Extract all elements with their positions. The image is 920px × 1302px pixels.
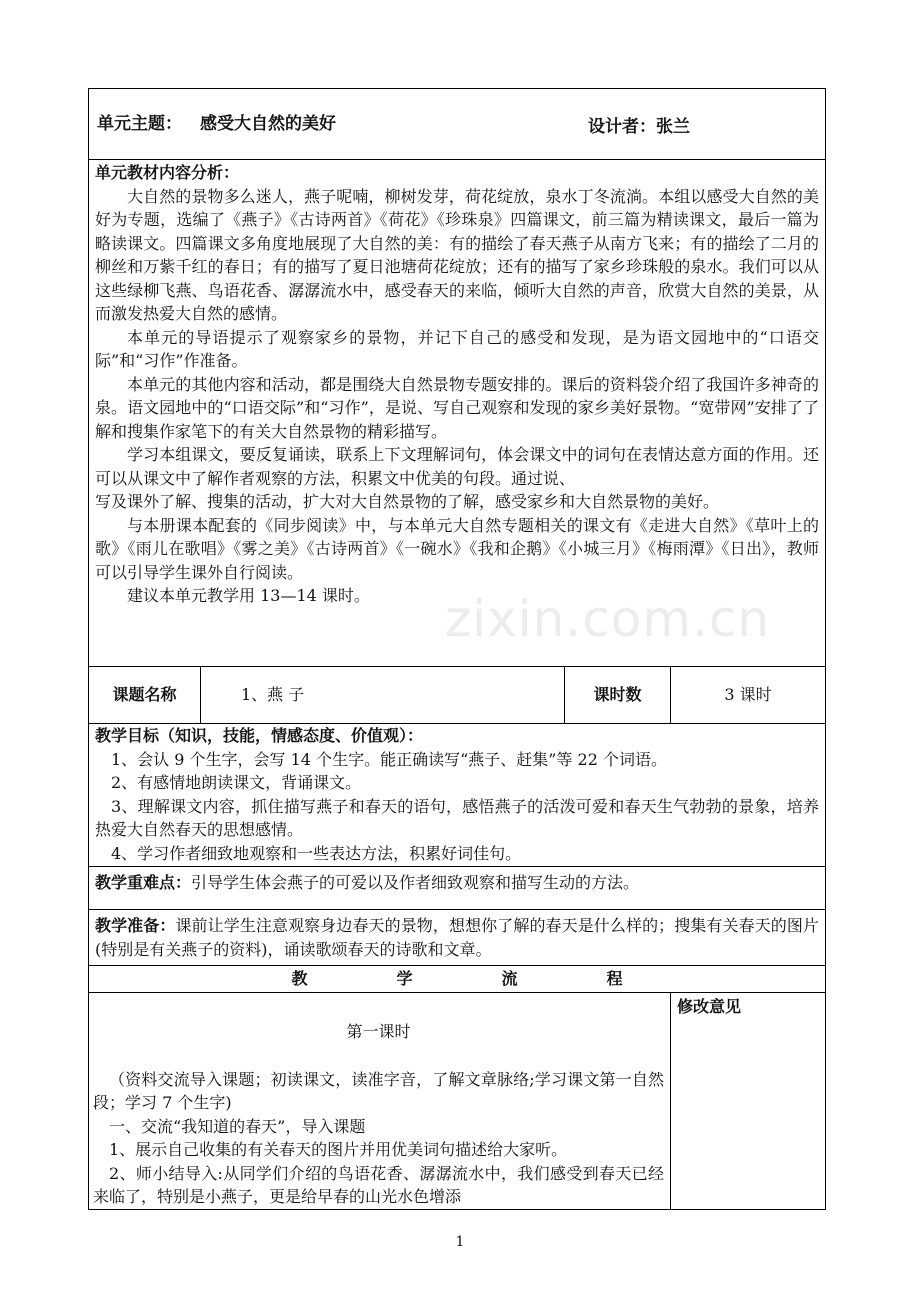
flow-char: 流 <box>501 969 518 989</box>
analysis-paragraph: 与本册课本配套的《同步阅读》中，与本单元大自然专题相关的课文有《走进大自然》《草叶上的歌》《雨儿在歌唱》《雾之美》《古诗两首》《一碗水》《我和企鹅》《小城三月》《梅雨潭》《日出》，教师可以引导学生课外自行阅读。 <box>95 515 819 582</box>
lesson-plan-sheet <box>88 88 825 1210</box>
flow-char: 教 <box>291 969 308 989</box>
goals-title: 教学目标（知识，技能，情感态度、价值观）： <box>95 726 424 745</box>
goal-item: 2、有感情地朗读课文，背诵课文。 <box>111 773 362 792</box>
flow-content-row <box>89 993 826 1210</box>
key-points-row <box>89 867 826 910</box>
unit-theme-value: 感受大自然的美好 <box>200 113 336 134</box>
analysis-title: 单元教材内容分析： <box>95 163 240 182</box>
key-points-text: 引导学生体会燕子的可爱以及作者细致观察和描写生动的方法。 <box>191 873 640 892</box>
goal-item: 4、学习作者细致地观察和一些表达方法，积累好词佳句。 <box>111 843 522 863</box>
goals-row <box>89 724 826 867</box>
lesson-hours-label: 课时数 <box>565 667 671 724</box>
analysis-paragraph: 大自然的景物多么迷人，燕子呢喃，柳树发芽，荷花绽放，泉水丁冬流淌。本组以感受大自然的美好为专题，选编了《燕子》《古诗两首》《荷花》《珍珠泉》四篇课文，前三篇为精读课文，最后一篇为略读课文。四篇课文多角度地展现了大自然的美：有的描绘了春天燕子从南方飞来；有的描绘了二月的柳丝和万紫千红的春日；有的描写了夏日池塘荷花绽放；还有的描写了家乡珍珠般的泉水。我们可以从这些绿柳飞燕、鸟语花香、潺潺流水中，感受春天的来临，倾听大自然的声音，欣赏大自然的美景，从而激发热爱大自然的感情。 <box>95 186 819 323</box>
preparation-label: 教学准备： <box>95 916 176 935</box>
analysis-row <box>89 160 826 667</box>
analysis-paragraph: 学习本组课文，要反复诵读，联系上下文理解词句，体会课文中的词句在表情达意方面的作用。还可以从课文中了解作者观察的方法，积累文中优美的句段。通过说、 <box>95 445 819 488</box>
watermark: zixin.com.cn <box>445 590 771 648</box>
goal-item: 1、会认 9 个生字，会写 14 个生字。能正确读写“燕子、赶集”等 22 个词语。 <box>111 749 667 769</box>
lesson-name-value: 1、燕 子 <box>201 667 565 724</box>
page-number: 1 <box>455 1234 465 1250</box>
lesson-name-label: 课题名称 <box>89 667 201 724</box>
unit-theme-label: 单元主题： <box>97 113 182 134</box>
goal-item: 3、理解课文内容，抓住描写燕子和春天的语句，感悟燕子的活泼可爱和春天生气勃勃的景象，培养热爱大自然春天的思想感情。 <box>95 796 819 839</box>
flow-char: 程 <box>606 969 623 989</box>
lesson-plan-table <box>88 88 826 1210</box>
teaching-flow-title <box>89 966 826 993</box>
preparation-row <box>89 910 826 966</box>
session-note: （资料交流导入课题；初读课文，读准字音，了解文章脉络;学习课文第一自然段；学习 7 个生字) <box>93 1069 664 1112</box>
flow-step: 一、交流“我知道的春天”，导入课题 <box>109 1116 366 1136</box>
designer-label: 设计者： <box>588 117 656 137</box>
analysis-paragraph: 建议本单元教学用 13—14 课时。 <box>127 586 370 605</box>
key-points-label: 教学重难点： <box>95 873 192 892</box>
flow-char: 学 <box>396 969 413 989</box>
flow-step: 1、展示自己收集的有关春天的图片并用优美词句描述给大家听。 <box>109 1140 568 1159</box>
designer-value: 张兰 <box>656 117 690 137</box>
revision-label: 修改意见 <box>677 997 742 1016</box>
preparation-text: 课前让学生注意观察身边春天的景物，想想你了解的春天是什么样的；搜集有关春天的图片(特别是有关燕子的资料)，诵读歌颂春天的诗歌和文章。 <box>95 916 819 959</box>
unit-header-row <box>89 89 826 160</box>
revision-cell <box>671 993 826 1210</box>
lesson-row <box>89 667 826 724</box>
analysis-paragraph: 写及课外了解、搜集的活动，扩大对大自然景物的了解，感受家乡和大自然景物的美好。 <box>95 492 720 511</box>
flow-header-row <box>89 966 826 993</box>
session-title: 第一课时 <box>346 1022 411 1041</box>
lesson-hours-value: 3 课时 <box>671 667 826 724</box>
flow-step: 2、师小结导入:从同学们介绍的鸟语花香、潺潺流水中，我们感受到春天已经来临了，特别是小燕子，更是给早春的山光水色增添 <box>93 1163 664 1206</box>
analysis-paragraph: 本单元的导语提示了观察家乡的景物，并记下自己的感受和发现，是为语文园地中的“口语交际”和“习作”作准备。 <box>95 327 819 370</box>
analysis-paragraph: 本单元的其他内容和活动，都是围绕大自然景物专题安排的。课后的资料袋介绍了我国许多神奇的泉。语文园地中的“口语交际”和“习作”，是说、写自己观察和发现的家乡美好景物。“宽带网”安排了了解和搜集作家笔下的有关大自然景物的精彩描写。 <box>95 374 819 441</box>
